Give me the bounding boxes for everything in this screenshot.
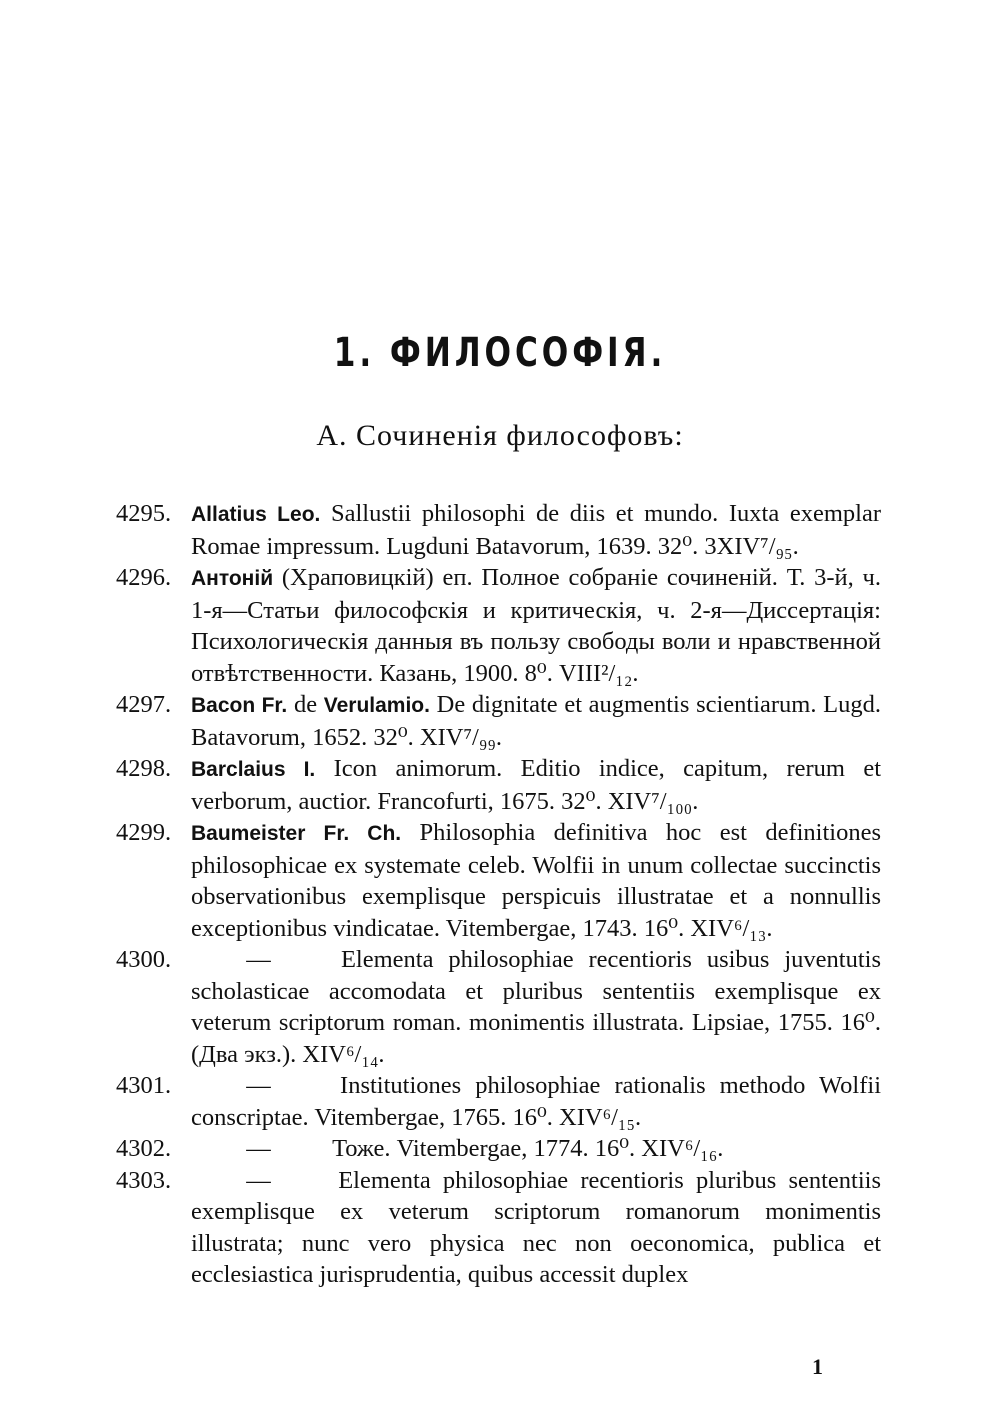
entry-text: Elementa philosophiae recentioris usibus juventutis scholasticae accomodata et pluribus sententiis exemplisque ex veterum scriptorum roman. monimentis illustrata. Lipsiae, 1755. 16⁰. (Два экз.). XIV⁶/₁₄. — [191, 946, 882, 1068]
ditto-dash: — — [246, 1072, 271, 1099]
entry-text: De dignitate et augmentis scientiarum. Lugd. Batavorum, 1652. 32⁰. XIV⁷/₉₉. — [191, 691, 882, 751]
entry-number: 4296. — [116, 564, 172, 591]
entry-author: Allatius Leo. — [191, 503, 321, 526]
entry-body — [191, 753, 881, 817]
entry-author-suffix: Verulamio. — [323, 694, 430, 717]
catalog-entry — [0, 1165, 1000, 1291]
ditto-dash: — — [246, 1166, 271, 1194]
entry-text: (Храповицкій) еп. Полное собраніе сочиненій. Т. 3-й, ч. 1-я—Статьи философскія и критическія, ч. 2-я—Диссертація: Психологическія данныя въ пользу свободы воли и нравственной отвѣтственности. Казань, 1900. 8⁰. VIII²/₁₂. — [191, 564, 882, 687]
entry-number: 4301. — [116, 1072, 172, 1099]
entry-number: 4295. — [116, 500, 172, 527]
entry-author: Bacon Fr. — [191, 694, 288, 717]
entry-number: 4298. — [116, 755, 172, 782]
entry-text: Icon animorum. Editio indice, capitum, rerum et verborum, auctior. Francofurti, 1675. 32⁰. XIV⁷/₁₀₀. — [191, 755, 881, 815]
catalog-entry — [0, 817, 1000, 944]
ditto-dash: — — [246, 946, 271, 973]
entry-text: Philosophia definitiva hoc est definitiones philosophicae ex systemate celeb. Wolfii in unum collectae succinctis observationibus exemplisque perspicuis illustratae et a nonnullis exceptionibus vindicatae. Vitembergae, 1743. 16⁰. XIV⁶/₁₃. — [191, 819, 881, 942]
catalog-entry — [0, 498, 1000, 562]
catalog-entry — [0, 1070, 1000, 1133]
entry-number: 4300. — [116, 946, 172, 973]
entry-author: Антоній — [191, 567, 274, 590]
entry-text: Institutiones philosophiae rationalis methodo Wolfii conscriptae. Vitembergae, 1765. 16⁰. XIV⁶/₁₅. — [191, 1072, 882, 1131]
entry-number: 4303. — [116, 1166, 172, 1194]
entry-body — [191, 944, 881, 1070]
entry-body — [191, 817, 881, 944]
entry-author: Baumeister Fr. Ch. — [191, 822, 402, 845]
entry-body — [191, 689, 881, 753]
catalog-entry — [0, 689, 1000, 753]
entry-body — [191, 562, 881, 689]
section-title: А. Сочиненія философовъ: — [316, 419, 684, 452]
chapter-title: 1. ФИЛОСОФІЯ. — [333, 330, 667, 376]
catalog-entry — [0, 944, 1000, 1070]
catalog-entry — [0, 753, 1000, 817]
entry-body — [191, 1165, 881, 1291]
catalog-entries — [0, 498, 1000, 1291]
entry-number: 4302. — [116, 1135, 172, 1162]
entry-body — [191, 1133, 881, 1165]
entry-author: Barclaius I. — [191, 758, 316, 781]
entry-text: Elementa philosophiae recentioris pluribus sententiis exemplisque ex veterum scriptorum romanorum monimentis illustrata; nunc vero physica nec non oeconomica, publica et ecclesiastica jurisprudentia, quibus accessit duplex — [191, 1166, 882, 1288]
page-number: 1 — [812, 1354, 823, 1379]
catalog-entry — [0, 1133, 1000, 1165]
entry-body — [191, 1070, 881, 1133]
entry-number: 4299. — [116, 819, 172, 846]
ditto-dash: — — [246, 1135, 271, 1162]
entry-number: 4297. — [116, 691, 172, 718]
entry-text: Тоже. Vitembergae, 1774. 16⁰. XIV⁶/₁₆. — [332, 1135, 724, 1162]
catalog-entry — [0, 562, 1000, 689]
entry-text-prefix: de — [293, 691, 318, 718]
entry-text: Sallustii philosophi de diis et mundo. Iuxta exemplar Romae impressum. Lugduni Batavorum, 1639. 32⁰. 3XIV⁷/₉₅. — [191, 500, 881, 560]
entry-body — [191, 498, 881, 562]
